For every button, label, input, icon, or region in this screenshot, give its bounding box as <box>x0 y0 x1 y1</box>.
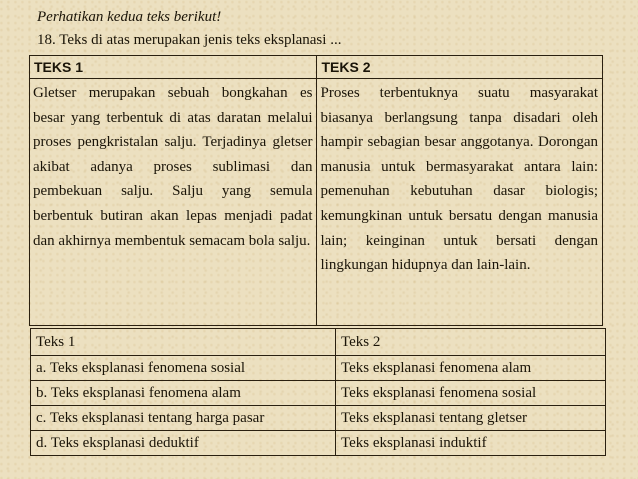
options-header-col2: Teks 2 <box>336 329 606 356</box>
option-c-col2: Teks eksplanasi tentang gletser <box>336 406 606 431</box>
text1-body: Gletser merupakan sebuah bongkahan es besar yang terbentuk di atas daratan melalui proses pengkristalan salju. Terjadinya gletser akibat adanya proses sublimasi dan pembekuan salju. Salju yang semula berbentuk butiran akan lepas menjadi padat dan akhirnya membentuk semacam bola salju. <box>30 79 317 326</box>
options-header-row <box>31 329 606 356</box>
option-b-col2: Teks eksplanasi fenomena sosial <box>336 381 606 406</box>
text-table <box>29 55 603 326</box>
question-text: 18. Teks di atas merupakan jenis teks eksplanasi ... <box>37 32 342 48</box>
option-a-col1: a. Teks eksplanasi fenomena sosial <box>31 356 336 381</box>
option-a-col2: Teks eksplanasi fenomena alam <box>336 356 606 381</box>
option-row-b[interactable] <box>31 381 606 406</box>
option-d-col2: Teks eksplanasi induktif <box>336 431 606 456</box>
text-table-header-row <box>30 56 603 79</box>
options-header-col1: Teks 1 <box>31 329 336 356</box>
text-table-body-row <box>30 79 603 326</box>
text1-header: TEKS 1 <box>30 56 317 79</box>
instruction-text: Perhatikan kedua teks berikut! <box>37 9 222 25</box>
text2-header: TEKS 2 <box>317 56 603 79</box>
option-row-d[interactable] <box>31 431 606 456</box>
options-table <box>30 328 606 456</box>
text2-body: Proses terbentuknya suatu masyarakat biasanya berlangsung tanpa disadari oleh hampir sebagian besar anggotanya. Dorongan manusia untuk bermasyarakat antara lain: pemenuhan kebutuhan dasar biologis; kemungkinan untuk bersatu dengan manusia lain; keinginan untuk bersati dengan lingkungan hidupnya dan lain-lain. <box>317 79 603 326</box>
option-b-col1: b. Teks eksplanasi fenomena alam <box>31 381 336 406</box>
option-d-col1: d. Teks eksplanasi deduktif <box>31 431 336 456</box>
option-c-col1: c. Teks eksplanasi tentang harga pasar <box>31 406 336 431</box>
option-row-c[interactable] <box>31 406 606 431</box>
option-row-a[interactable] <box>31 356 606 381</box>
